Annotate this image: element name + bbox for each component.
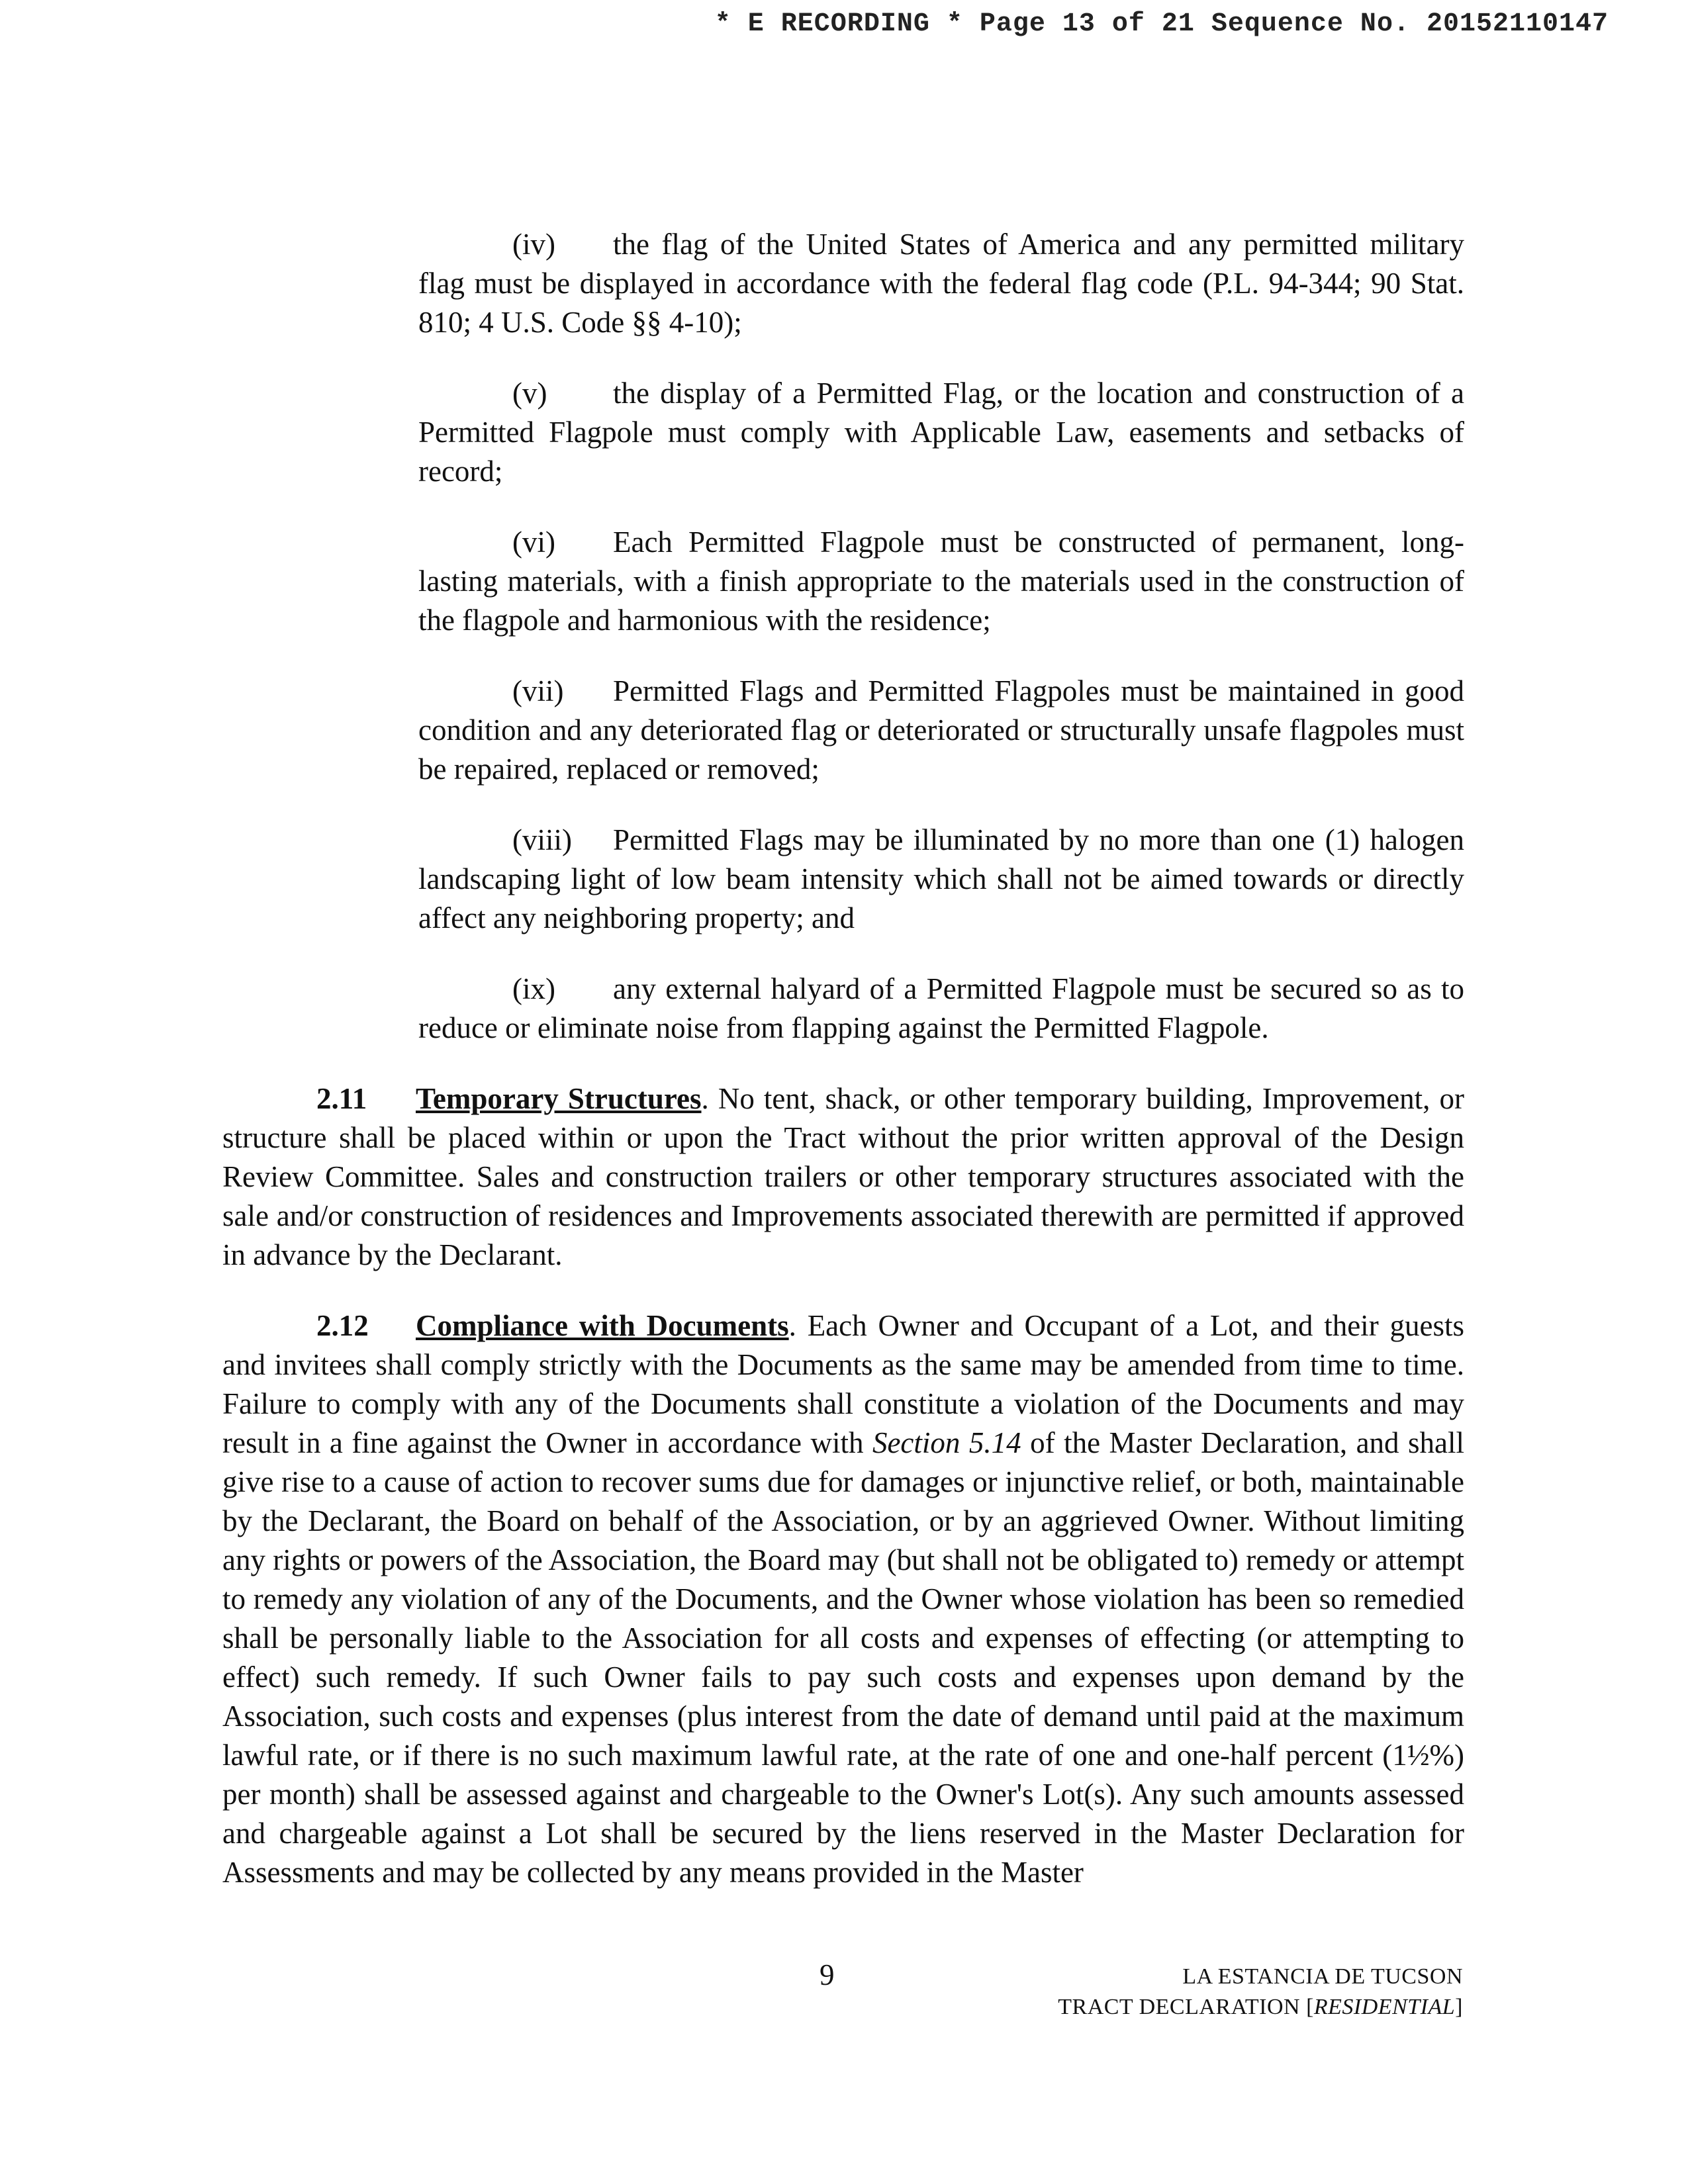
list-item [418,970,1464,1048]
section-text: . Each Owner and Occupant of a Lot, and their guests and invitees shall comply strictly with the Documents as the same may be amended from time to time. Failure to comply with any of the Documents shall constitute a violation of the Documents and may result in a fine against the Owner in accordance with [222,1309,1464,1459]
list-item [418,672,1464,789]
item-number: (vi) [512,525,555,559]
item-text: the flag of the United States of America and any permitted military flag must be displayed in accordance with the federal flag code (P.L. 94-344; 90 Stat. 810; 4 U.S. Code §§ 4-10); [418,228,1464,339]
list-item [418,374,1464,491]
list-item [418,821,1464,938]
item-text: the display of a Permitted Flag, or the location and construction of a Permitted Flagpole must comply with Applicable Law, easements and setbacks of record; [418,377,1464,488]
section-text: . No tent, shack, or other temporary building, Improvement, or structure shall be placed within or upon the Tract without the prior written approval of the Design Review Committee. Sales and construction trailers or other temporary structures associated with the sale and/or construction of residences and Improvements associated therewith are permitted if approved in advance by the Declarant. [222,1082,1464,1271]
item-text: any external halyard of a Permitted Flagpole must be secured so as to reduce or eliminate noise from flapping against the Permitted Flagpole. [418,972,1464,1044]
section-number: 2.11 [316,1082,367,1115]
item-number: (viii) [512,823,572,856]
item-number: (v) [512,377,547,410]
footer-title-suffix: ] [1455,1995,1463,2019]
item-number: (ix) [512,972,555,1005]
section-title: Compliance with Documents [416,1309,789,1342]
document-body [222,225,1464,1924]
item-text: Permitted Flags and Permitted Flagpoles must be maintained in good condition and any deteriorated flag or deteriorated or structurally unsafe flagpoles must be repaired, replaced or removed; [418,674,1464,786]
section-reference: Section 5.14 [872,1426,1021,1459]
footer-document-title [1058,1992,1463,2023]
section-title: Temporary Structures [416,1082,702,1115]
recording-header: * E RECORDING * Page 13 of 21 Sequence No. 20152110147 [714,9,1609,39]
section-2-12 [222,1306,1464,1892]
item-number: (iv) [512,228,555,261]
section-text-continued: of the Master Declaration, and shall give rise to a cause of action to recover sums due for damages or injunctive relief, or both, maintainable by the Declarant, the Board on behalf of the Association, or by an aggrieved Owner. Without limiting any rights or powers of the Association, the Board may (but shall not be obligated to) remedy or attempt to remedy any violation of any of the Documents, and the Owner whose violation has been so remedied shall be personally liable to the Association for all costs and expenses of effecting (or attempting to effect) such remedy. If such Owner fails to pay such costs and expenses upon demand by the Association, such costs and expenses (plus interest from the date of demand until paid at the maximum lawful rate, or if there is no such maximum lawful rate, at the rate of one and one-half percent (1½%) per month) shall be assessed against and chargeable to the Owner's Lot(s). Any such amounts assessed and chargeable against a Lot shall be secured by the liens reserved in the Master Declaration for Assessments and may be collected by any means provided in the Master [222,1426,1465,1889]
document-footer [1058,1962,1463,2023]
footer-title-prefix: TRACT DECLARATION [ [1058,1995,1314,2019]
list-item [418,523,1464,640]
footer-title-italic: RESIDENTIAL [1313,1995,1456,2019]
section-number: 2.12 [316,1309,369,1342]
item-text: Each Permitted Flagpole must be constructed of permanent, long-lasting materials, with a finish appropriate to the materials used in the construction of the flagpole and harmonious with the residence; [418,525,1464,637]
item-number: (vii) [512,674,564,707]
page-number: 9 [820,1958,835,1991]
footer-project-name: LA ESTANCIA DE TUCSON [1182,1964,1463,1989]
item-text: Permitted Flags may be illuminated by no more than one (1) halogen landscaping light of low beam intensity which shall not be aimed towards or directly affect any neighboring property; and [418,823,1464,934]
section-2-11 [222,1079,1464,1275]
list-item [418,225,1464,342]
